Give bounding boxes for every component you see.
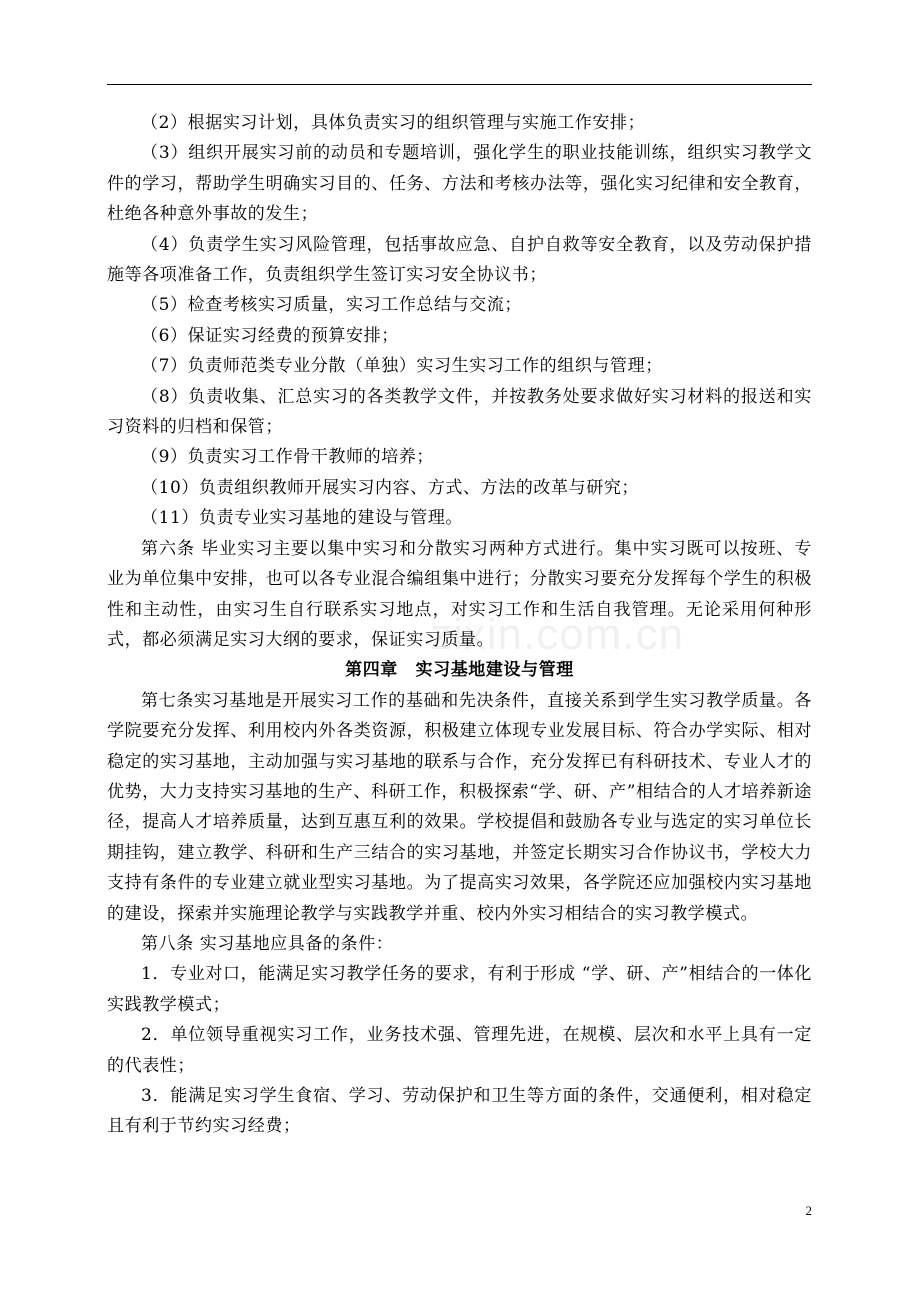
article-paragraph: 第八条 实习基地应具备的条件： [141, 933, 394, 954]
paragraph: （9）负责实习工作骨干教师的培养； [141, 447, 435, 468]
paragraph: （7）负责师范类专业分散（单独）实习生实习工作的组织与管理； [141, 356, 663, 377]
article-paragraph: 第六条 毕业实习主要以集中实习和分散实习两种方式进行。集中实习既可以按班、专业为单位集中安排，也可以各专业混合编组集中进行；分散实习要充分发挥每个学生的积极性和主动性，由实习生自行联系实习地点，对实习工作和生活自我管理。无论采用何种形式，都必须满足实习大纲的要求，保证实习质量。 [107, 538, 812, 650]
paragraph: （6）保证实习经费的预算安排； [141, 325, 399, 346]
paragraph: （5）检查考核实习质量，实习工作总结与交流； [141, 295, 523, 316]
list-item: 2．单位领导重视实习工作，业务技术强、管理先进，在规模、层次和水平上具有一定的代表性； [107, 1025, 812, 1076]
watermark: zixin.com.cn [430, 610, 685, 659]
page-number: 2 [805, 1203, 812, 1218]
list-item: 1．专业对口，能满足实习教学任务的要求，有利于形成 “学、研、产”相结合的一体化实践教学模式； [107, 964, 812, 1015]
header-rule [107, 84, 812, 85]
paragraph: （3）组织开展实习前的动员和专题培训，强化学生的职业技能训练，组织实习教学文件的学习，帮助学生明确实习目的、任务、方法和考核办法等，强化实习纪律和安全教育，杜绝各种意外事故的发生； [107, 143, 812, 225]
paragraph: （8）负责收集、汇总实习的各类教学文件，并按教务处要求做好实习材料的报送和实习资料的归档和保管； [107, 386, 812, 438]
chapter-heading: 第四章 实习基地建设与管理 [345, 660, 574, 681]
paragraph: （11）负责专业实习基地的建设与管理。 [141, 508, 464, 529]
paragraph: （4）负责学生实习风险管理，包括事故应急、自护自救等安全教育，以及劳动保护措施等各项准备工作，负责组织学生签订实习安全协议书； [107, 234, 812, 286]
list-item: 3．能满足实习学生食宿、学习、劳动保护和卫生等方面的条件，交通便利，相对稳定且有利于节约实习经费； [107, 1086, 812, 1137]
article-paragraph: 第七条实习基地是开展实习工作的基础和先决条件，直接关系到学生实习教学质量。各学院要充分发挥、利用校内外各类资源，积极建立体现专业发展目标、符合办学实际、相对稳定的实习基地，主动加强与实习基地的联系与合作，充分发挥已有科研技术、专业人才的优势，大力支持实习基地的生产、科研工作，积极探索“学、研、产”相结合的人才培养新途径，提高人才培养质量，达到互惠互利的效果。学校提倡和鼓励各专业与选定的实习单位长期挂钩，建立教学、科研和生产三结合的实习基地，并签定长期实习合作协议书，学校大力支持有条件的专业建立就业型实习基地。为了提高实习效果，各学院还应加强校内实习基地的建设，探索并实施理论教学与实践教学并重、校内外实习相结合的实习教学模式。 [107, 690, 812, 924]
paragraph: （2）根据实习计划，具体负责实习的组织管理与实施工作安排； [141, 113, 646, 133]
paragraph: （10）负责组织教师开展实习内容、方式、方法的改革与研究； [141, 477, 640, 498]
